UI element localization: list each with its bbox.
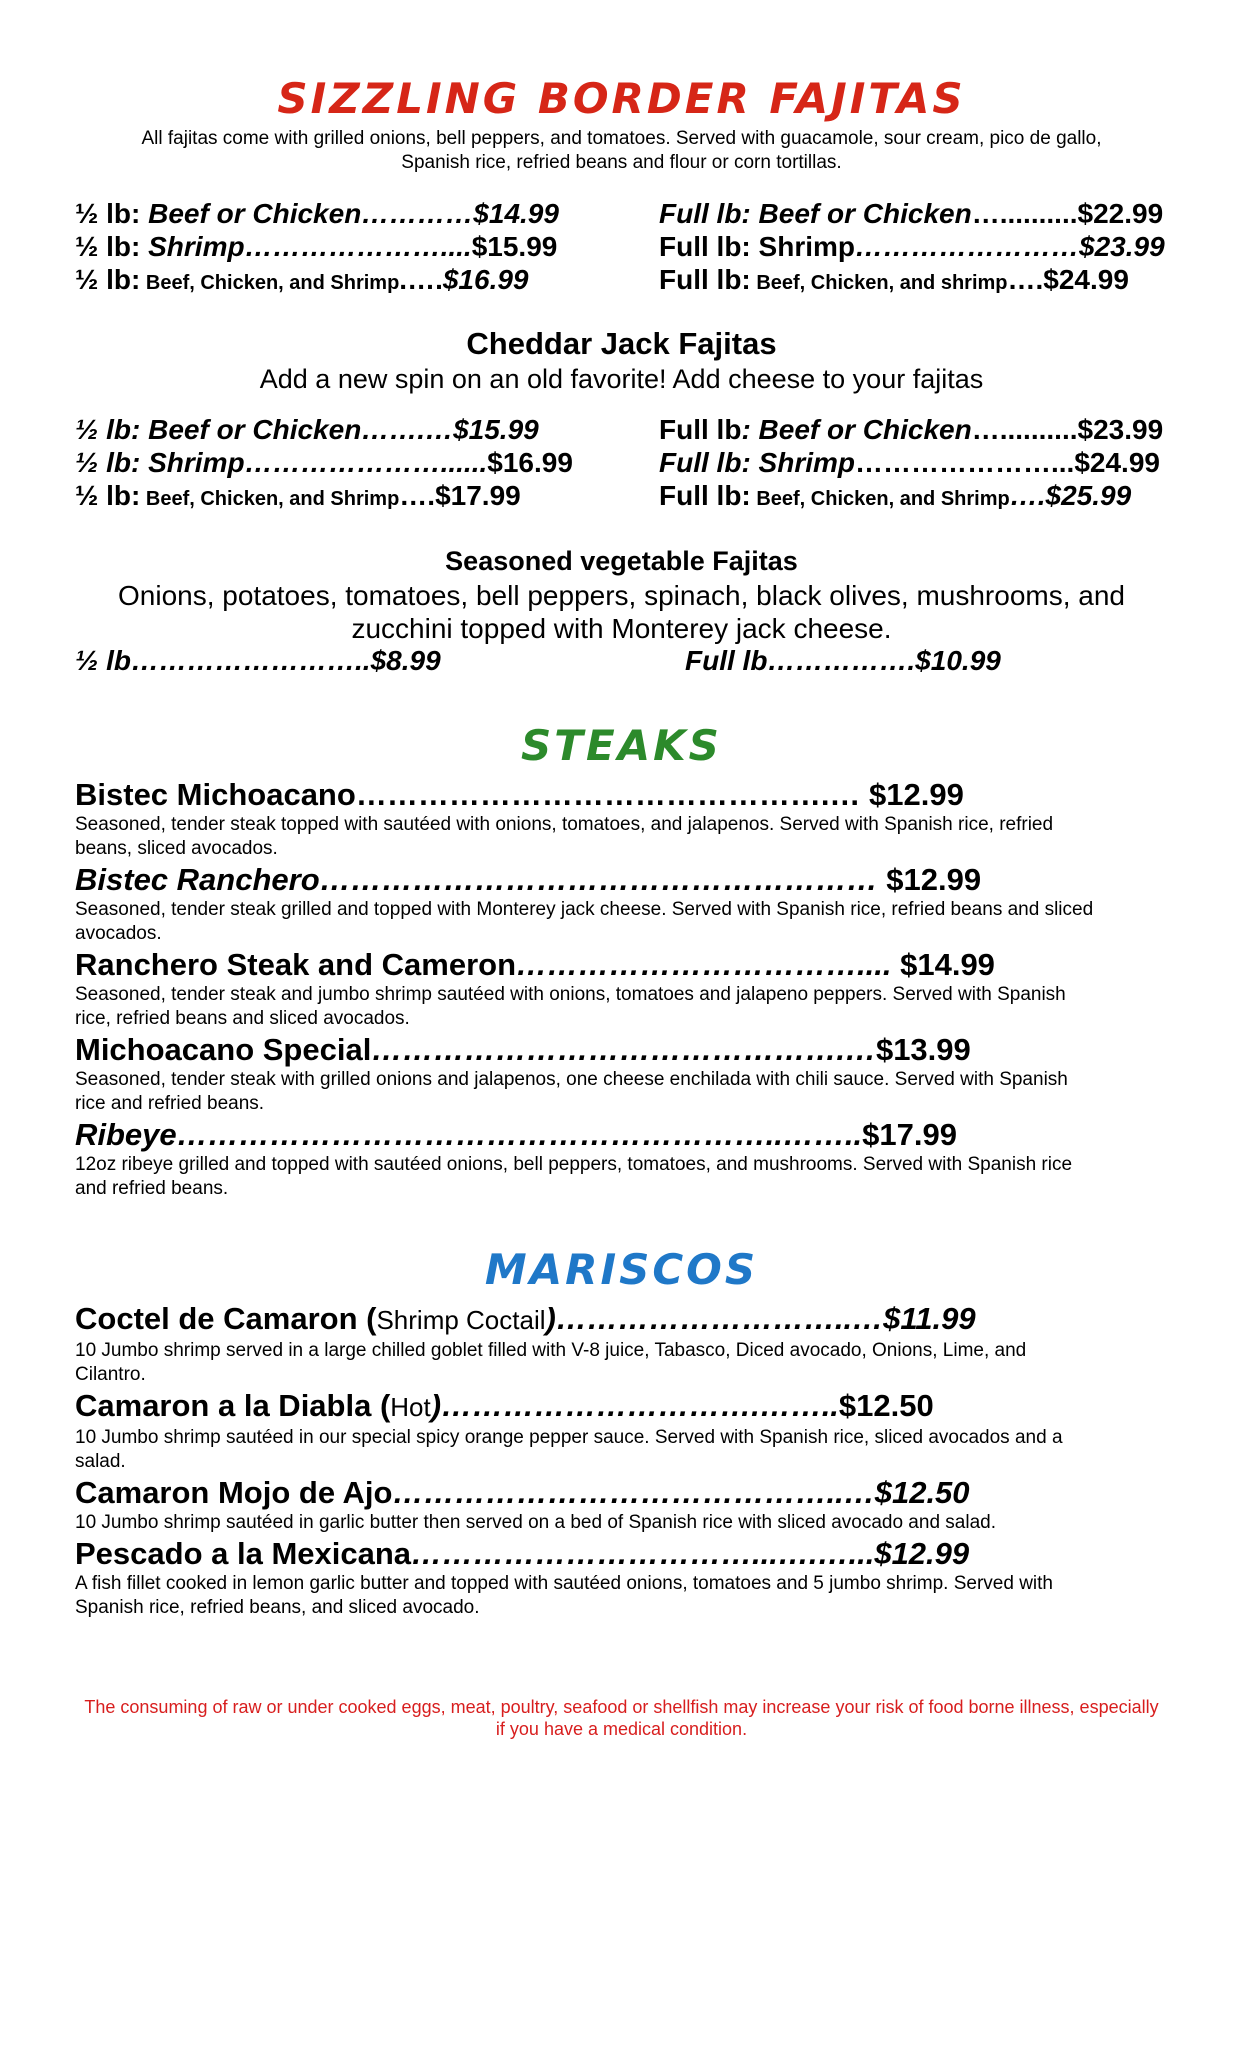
item-name: Ranchero Steak and Cameron — [75, 947, 517, 982]
item-price: $14.99 — [900, 947, 995, 982]
item-price: $11.99 — [883, 1301, 976, 1336]
size-label: Full lb — [659, 447, 742, 478]
steaks-title: STEAKS — [521, 721, 722, 770]
fajitas-half-column — [75, 197, 659, 300]
vegetable-desc-line1: Onions, potatoes, tomatoes, bell peppers, spinach, black olives, mushrooms, and — [118, 580, 1125, 611]
item-price: $17.99 — [862, 1117, 957, 1152]
cheddar-half-column — [75, 413, 659, 516]
item-name: Coctel de Camaron ( — [75, 1301, 377, 1336]
leader-dots: ……………………………………………… — [319, 862, 887, 897]
size-label: Full lb — [659, 414, 742, 445]
fajitas-half-row — [75, 263, 659, 300]
cheddar-full-column — [659, 413, 1243, 516]
cheddar-half-row — [75, 479, 659, 516]
mariscos-list — [0, 1300, 1243, 1620]
menu-item-head — [75, 946, 1168, 983]
vegetable-half — [75, 645, 685, 677]
item-price: $17.99 — [435, 480, 521, 511]
item-price: $25.99 — [1045, 480, 1132, 511]
vegetable-desc-line2: zucchini topped with Monterey jack cheese. — [351, 613, 892, 644]
cheddar-full-row — [659, 413, 1243, 446]
item-name: Camaron a la Diabla ( — [75, 1388, 391, 1423]
item-name: Beef or Chicken — [750, 198, 972, 229]
item-name-note: Hot — [390, 1392, 431, 1422]
food-safety-disclaimer — [60, 1696, 1183, 1740]
leader-dots: ……………………………………..… — [392, 1475, 875, 1510]
desc-line: 12oz ribeye grilled and topped with sautéed onions, bell peppers, tomatoes, and mushrooms. Served with Spanish rice — [75, 1154, 1073, 1175]
size-label: Full lb: — [659, 198, 751, 229]
vegetable-prices — [0, 645, 1243, 677]
menu-item — [75, 861, 1168, 946]
item-price: $16.99 — [442, 264, 529, 295]
leader-dots: …………………...... — [244, 447, 488, 478]
item-price: $24.99 — [1043, 264, 1129, 295]
menu-item — [75, 946, 1168, 1031]
menu-item-head — [75, 1031, 1168, 1068]
desc-line: salad. — [75, 1451, 126, 1472]
item-description — [75, 1426, 1168, 1474]
size-label: ½ lb: — [75, 414, 141, 445]
menu-item-head — [75, 776, 1168, 813]
item-description — [75, 1511, 1168, 1535]
desc-line: avocados. — [75, 923, 162, 944]
item-description — [75, 1068, 1168, 1116]
fajitas-intro-line1: All fajitas come with grilled onions, bell peppers, and tomatoes. Served with guacamole, sour cream, pico de gallo, — [141, 128, 1102, 149]
leader-dots: ……………………………...….…... — [411, 1536, 875, 1571]
item-price: $14.99 — [473, 198, 559, 229]
vegetable-title: Seasoned vegetable Fajitas — [445, 546, 798, 576]
menu-item — [75, 1387, 1168, 1474]
desc-line: beans, sliced avocados. — [75, 838, 278, 859]
desc-line: Seasoned, tender steak grilled and topped with Monterey jack cheese. Served with Spanish rice, refried beans and sliced — [75, 899, 1094, 920]
size-label: ½ lb: — [75, 231, 141, 262]
desc-line: A fish fillet cooked in lemon garlic butter and topped with sautéed onions, tomatoes and 5 jumbo shrimp. Served with — [75, 1573, 1053, 1594]
leader-dots: .…. — [399, 264, 443, 295]
leader-dots: ………… — [361, 198, 474, 229]
leader-dots: ….......... — [971, 414, 1078, 445]
leader-dots: …………………… — [855, 231, 1079, 262]
menu-item-head — [75, 1387, 1168, 1426]
item-price: $16.99 — [487, 447, 573, 478]
desc-line: Seasoned, tender steak with grilled onions and jalapenos, one cheese enchilada with chili sauce. Served with Spanish — [75, 1069, 1068, 1090]
fajitas-half-row — [75, 230, 659, 263]
item-description — [75, 813, 1168, 861]
size-label: ½ lb: — [75, 480, 141, 511]
desc-line: 10 Jumbo shrimp served in a large chilled goblet filled with V-8 juice, Tabasco, Diced avocado, Onions, Lime, and — [75, 1340, 1027, 1361]
leader-dots: …. — [1009, 480, 1046, 511]
item-name-close: ) — [430, 1388, 442, 1423]
item-name: Bistec Michoacano — [75, 777, 356, 812]
item-name: Michoacano Special — [75, 1032, 372, 1067]
desc-line: rice and refried beans. — [75, 1093, 265, 1114]
item-price: $22.99 — [1077, 198, 1164, 229]
vegetable-desc — [0, 579, 1243, 645]
item-name: Beef or Chicken — [140, 414, 362, 445]
item-description — [75, 983, 1168, 1031]
leader-dots: ………………….... — [244, 231, 472, 262]
fajitas-full-row — [659, 230, 1243, 263]
item-name: Bistec Ranchero — [75, 862, 320, 897]
item-price: $8.99 — [370, 645, 441, 676]
menu-item — [75, 1116, 1168, 1201]
menu-item-head — [75, 1300, 1168, 1339]
mariscos-title: MARISCOS — [484, 1245, 759, 1294]
cheddar-note: Add a new spin on an old favorite! Add cheese to your fajitas — [259, 364, 984, 394]
item-name: : Shrimp — [741, 447, 855, 478]
item-price: $12.99 — [886, 862, 982, 897]
leader-dots: …. — [1007, 264, 1044, 295]
item-price: $24.99 — [1074, 447, 1160, 478]
item-price: $10.99 — [915, 645, 1001, 676]
desc-line: and refried beans. — [75, 1178, 229, 1199]
desc-line: 10 Jumbo shrimp sautéed in our special spicy orange pepper sauce. Served with Spanish rice, sliced avocados and a — [75, 1427, 1063, 1448]
size-label: ½ lb: — [75, 198, 141, 229]
item-name-close: ) — [545, 1301, 556, 1336]
item-description — [75, 1153, 1168, 1201]
size-label: ½ lb: — [75, 447, 141, 478]
leader-dots: …………………………………………………..…….. — [176, 1117, 863, 1152]
item-description — [75, 1339, 1168, 1387]
fajitas-prices — [0, 197, 1243, 300]
fajitas-intro-line2: Spanish rice, refried beans and flour or corn tortillas. — [401, 152, 842, 173]
cheddar-title: Cheddar Jack Fajitas — [466, 326, 777, 361]
desc-line: 10 Jumbo shrimp sautéed in garlic butter then served on a bed of Spanish rice with sliced avocado and salad. — [75, 1512, 996, 1533]
desc-line: Cilantro. — [75, 1364, 146, 1385]
item-name: Pescado a la Mexicana — [75, 1536, 412, 1571]
item-name: : Beef or Chicken — [741, 414, 972, 445]
desc-line: Spanish rice, refried beans, and sliced avocado. — [75, 1597, 480, 1618]
disclaimer-line2: if you have a medical condition. — [495, 1719, 748, 1739]
menu-item-head — [75, 861, 1168, 898]
size-label: Full lb: — [659, 264, 751, 295]
item-name-note: Shrimp Coctail — [376, 1305, 546, 1335]
fajitas-full-column — [659, 197, 1243, 300]
disclaimer-line1: The consuming of raw or under cooked eggs, meat, poultry, seafood or shellfish may increase your risk of food borne illness, especially — [84, 1697, 1159, 1717]
item-price: $12.99 — [869, 777, 964, 812]
cheddar-full-row — [659, 446, 1243, 479]
item-name: Beef, Chicken, and Shrimp — [750, 488, 1010, 510]
leader-dots: ……………………………………….… — [355, 777, 870, 812]
item-price: $12.50 — [838, 1388, 934, 1423]
item-name: Shrimp — [140, 231, 245, 262]
leader-dots: …………………………….... — [516, 947, 901, 982]
size-label: ½ lb…………………….. — [75, 645, 371, 676]
item-name: Beef, Chicken, and Shrimp — [140, 272, 400, 294]
cheddar-half-row — [75, 413, 659, 446]
menu-item-head — [75, 1535, 1168, 1572]
item-name: Camaron Mojo de Ajo — [75, 1475, 393, 1510]
menu-item — [75, 1031, 1168, 1116]
fajitas-half-row — [75, 197, 659, 230]
desc-line: rice, refried beans and sliced avocados. — [75, 1008, 410, 1029]
leader-dots: ….......... — [971, 198, 1078, 229]
item-name: Ribeye — [75, 1117, 177, 1152]
cheddar-half-row — [75, 446, 659, 479]
fajitas-full-row — [659, 197, 1243, 230]
size-label: Full lb……………. — [685, 645, 916, 676]
cheddar-full-row — [659, 479, 1243, 516]
fajitas-full-row — [659, 263, 1243, 300]
menu-item-head — [75, 1116, 1168, 1153]
desc-line: Seasoned, tender steak topped with sautéed with onions, tomatoes, and jalapenos. Served with Spanish rice, refried — [75, 814, 1054, 835]
leader-dots: ……………………………………….… — [371, 1032, 876, 1067]
cheddar-prices — [0, 413, 1243, 516]
menu-item-head — [75, 1474, 1168, 1511]
fajitas-title: SIZZLING BORDER FAJITAS — [277, 74, 966, 123]
item-name: Beef or Chicken — [140, 198, 362, 229]
item-price: $15.99 — [471, 231, 558, 262]
menu-item — [75, 1300, 1168, 1387]
menu-item — [75, 1535, 1168, 1620]
item-price: $12.50 — [874, 1475, 970, 1510]
item-price: $23.99 — [1079, 231, 1165, 262]
leader-dots: ………………………….…….. — [441, 1388, 839, 1423]
fajitas-intro — [0, 127, 1243, 175]
desc-line: Seasoned, tender steak and jumbo shrimp sautéed with onions, tomatoes and jalapeno peppers. Served with Spanish — [75, 984, 1066, 1005]
size-label: Full lb: — [659, 231, 751, 262]
item-price: $23.99 — [1077, 414, 1164, 445]
steaks-list — [0, 776, 1243, 1201]
item-description — [75, 1572, 1168, 1620]
item-name: Shrimp — [750, 231, 855, 262]
leader-dots: …. — [399, 480, 436, 511]
item-description — [75, 898, 1168, 946]
size-label: ½ lb: — [75, 264, 141, 295]
menu-item — [75, 1474, 1168, 1535]
item-name: Beef, Chicken, and Shrimp — [140, 488, 400, 510]
item-price: $12.99 — [874, 1536, 970, 1571]
item-name: Beef, Chicken, and shrimp — [750, 272, 1008, 294]
leader-dots: …….… — [361, 414, 454, 445]
menu-item — [75, 776, 1168, 861]
item-price: $15.99 — [453, 414, 539, 445]
item-name: Shrimp — [140, 447, 245, 478]
item-price: $13.99 — [875, 1032, 971, 1067]
leader-dots: ………………………..… — [555, 1301, 884, 1336]
vegetable-full — [685, 645, 1001, 677]
size-label: Full lb: — [659, 480, 751, 511]
leader-dots: …………………... — [855, 447, 1075, 478]
